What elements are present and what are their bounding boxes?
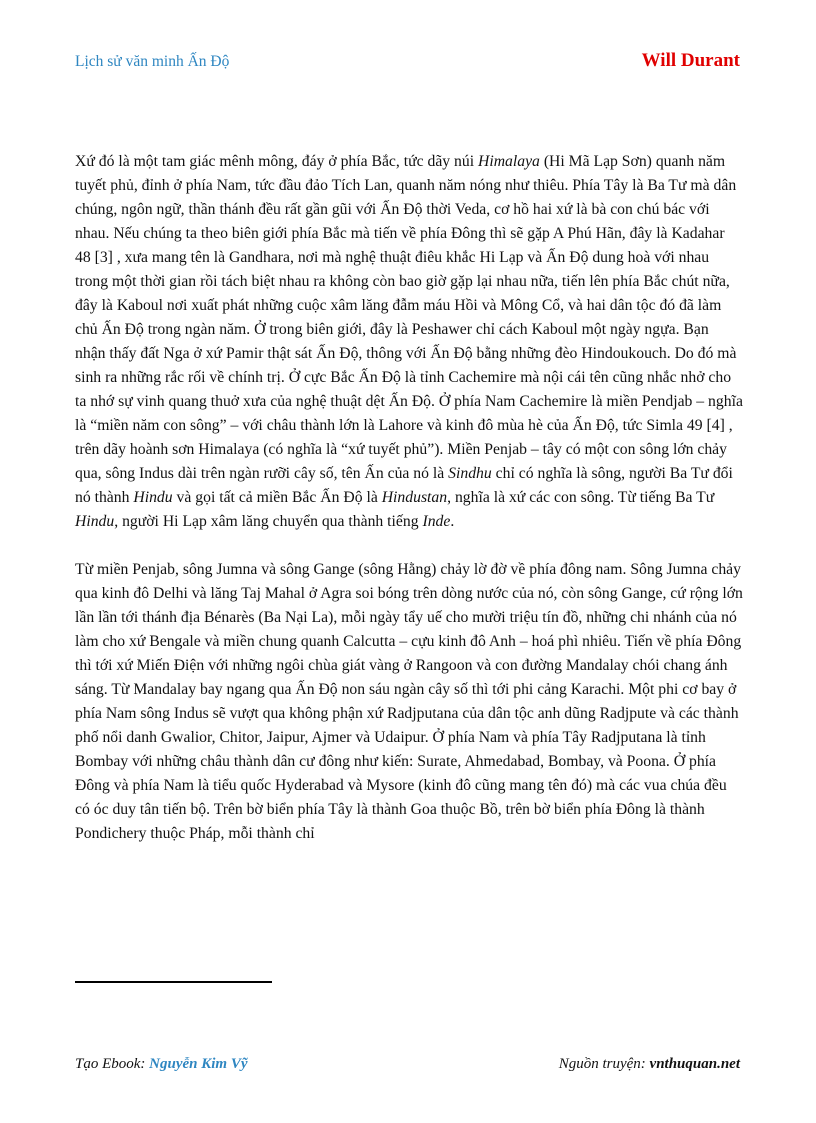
page-footer [75, 1056, 740, 1076]
footnote-divider [75, 981, 272, 983]
text-run: , nghĩa là xứ các con sông. Từ tiếng Ba Tư [447, 489, 715, 506]
source-credit-sep: : [640, 1056, 650, 1072]
italic-term: Hindu [75, 513, 115, 530]
text-run: Từ miền Penjab, sông Jumna và sông Gange (sông Hằng) chảy lờ đờ về phía đông nam. Sông Jumna chảy qua kinh đô Delhi và lăng Taj Mahal ở Agra soi bóng trên dòng nước của nó, còn sông Gange, cứ rộng lớn lần lần tới thánh địa Bénarès (Ba Nại La), mỗi ngày tẩy uế cho mười triệu tín đồ, những chi nhánh của nó làm cho xứ Bengale và miền chung quanh Calcutta – cựu kinh đô Anh – hoá phì nhiêu. Tiến về phía Đông thì tới xứ Miến Điện với những ngôi chùa giát vàng ở Rangoon và con đường Mandalay chói chang ánh sáng. Từ Mandalay bay ngang qua Ấn Độ non sáu ngàn cây số thì tới phi cảng Karachi. Một phi cơ bay ở phía Nam sông Indus sẽ vượt qua không phận xứ Radjputana của dân tộc anh dũng Radjpute và các thành phố nổi danh Gwalior, Chitor, Jaipur, Ajmer và Udaipur. Ở phía Nam và phía Tây Radjputana là tỉnh Bombay với những châu thành dân cư đông như kiến: Surate, Ahmedabad, Bombay, và Poona. Ở phía Đông và phía Nam là tiểu quốc Hyderabad và Mysore (kinh đô cũng mang tên đó) mà các vua chúa đều có óc duy tân tiến bộ. Trên bờ biển phía Tây là thành Goa thuộc Bồ, trên bờ biển phía Đông là thành Pondichery thuộc Pháp, mỗi thành chỉ [75, 561, 743, 842]
ebook-credit-sep: : [140, 1056, 150, 1072]
ebook-credit [75, 1056, 248, 1073]
text-run: Xứ đó là một tam giác mênh mông, đáy ở phía Bắc, tức dãy núi [75, 153, 479, 170]
paragraph-2 [75, 558, 743, 846]
text-run: . [450, 513, 455, 530]
book-title: Lịch sử văn minh Ấn Độ [75, 53, 230, 70]
source-credit-label: Nguồn truyện [558, 1056, 641, 1072]
source-site: vnthuquan.net [649, 1056, 740, 1072]
italic-term: Hindu [133, 489, 173, 506]
author-name: Will Durant [641, 50, 740, 71]
page-body [75, 150, 743, 846]
text-run: , người Hi Lạp xâm lăng chuyển qua thành tiếng [114, 513, 423, 530]
paragraph-1 [75, 150, 743, 534]
italic-term: Inde [422, 513, 451, 530]
page-header [75, 50, 740, 76]
ebook-credit-label: Tạo Ebook [75, 1056, 141, 1072]
source-credit [559, 1056, 740, 1073]
text-run: chỉ có nghĩa là sông, người Ba Tư đổi nó thành [75, 465, 733, 506]
italic-term: Sindhu [448, 465, 492, 482]
italic-term: Himalaya [478, 153, 540, 170]
ebook-creator-name: Nguyễn Kim Vỹ [149, 1056, 248, 1072]
text-run: (Hi Mã Lạp Sơn) quanh năm tuyết phủ, đỉnh ở phía Nam, tức đầu đảo Tích Lan, quanh năm nóng như thiêu. Phía Tây là Ba Tư mà dân chúng, ngôn ngữ, thần thánh đều rất gần gũi với Ấn Độ thời Veda, cơ hồ hai xứ là bà con chú bác với nhau. Nếu chúng ta theo biên giới phía Bắc mà tiến về phía Đông thì sẽ gặp A Phú Hãn, đây là Kadahar 48 [3] , xưa mang tên là Gandhara, nơi mà nghệ thuật điêu khắc Hi Lạp và Ấn Độ dung hoà với nhau trong một thời gian rồi tách biệt nhau ra không còn bao giờ gặp lại nhau nữa, tiến lên phía Bắc chút nữa, đây là Kaboul nơi xuất phát những cuộc xâm lăng đẫm máu Hồi và Mông Cổ, và hai dân tộc đó đã làm chủ Ấn Độ trong ngàn năm. Ở trong biên giới, đây là Peshawer chỉ cách Kaboul một ngày ngựa. Bạn nhận thấy đất Nga ở xứ Pamir thật sát Ấn Độ, thông với Ấn Độ bằng những đèo Hindoukouch. Do đó mà sinh ra những rắc rối về chính trị. Ở cực Bắc Ấn Độ là tỉnh Cachemire mà nội cái tên cũng nhắc nhở cho ta nhớ sự vinh quang thuở xưa của nghệ thuật dệt Ấn Độ. Ở phía Nam Cachemire là miền Pendjab – nghĩa là “miền năm con sông” – với châu thành lớn là Lahore và kinh đô mùa hè của Ấn Độ, tức Simla 49 [4] , trên dãy hoành sơn Himalaya (có nghĩa là “xứ tuyết phủ”). Miền Penjab – tây có một con sông lớn chảy qua, sông Indus dài trên ngàn rưỡi cây số, tên Ấn của nó là [75, 153, 743, 482]
italic-term: Hindustan [381, 489, 448, 506]
text-run: và gọi tất cả miền Bắc Ấn Độ là [172, 489, 382, 506]
